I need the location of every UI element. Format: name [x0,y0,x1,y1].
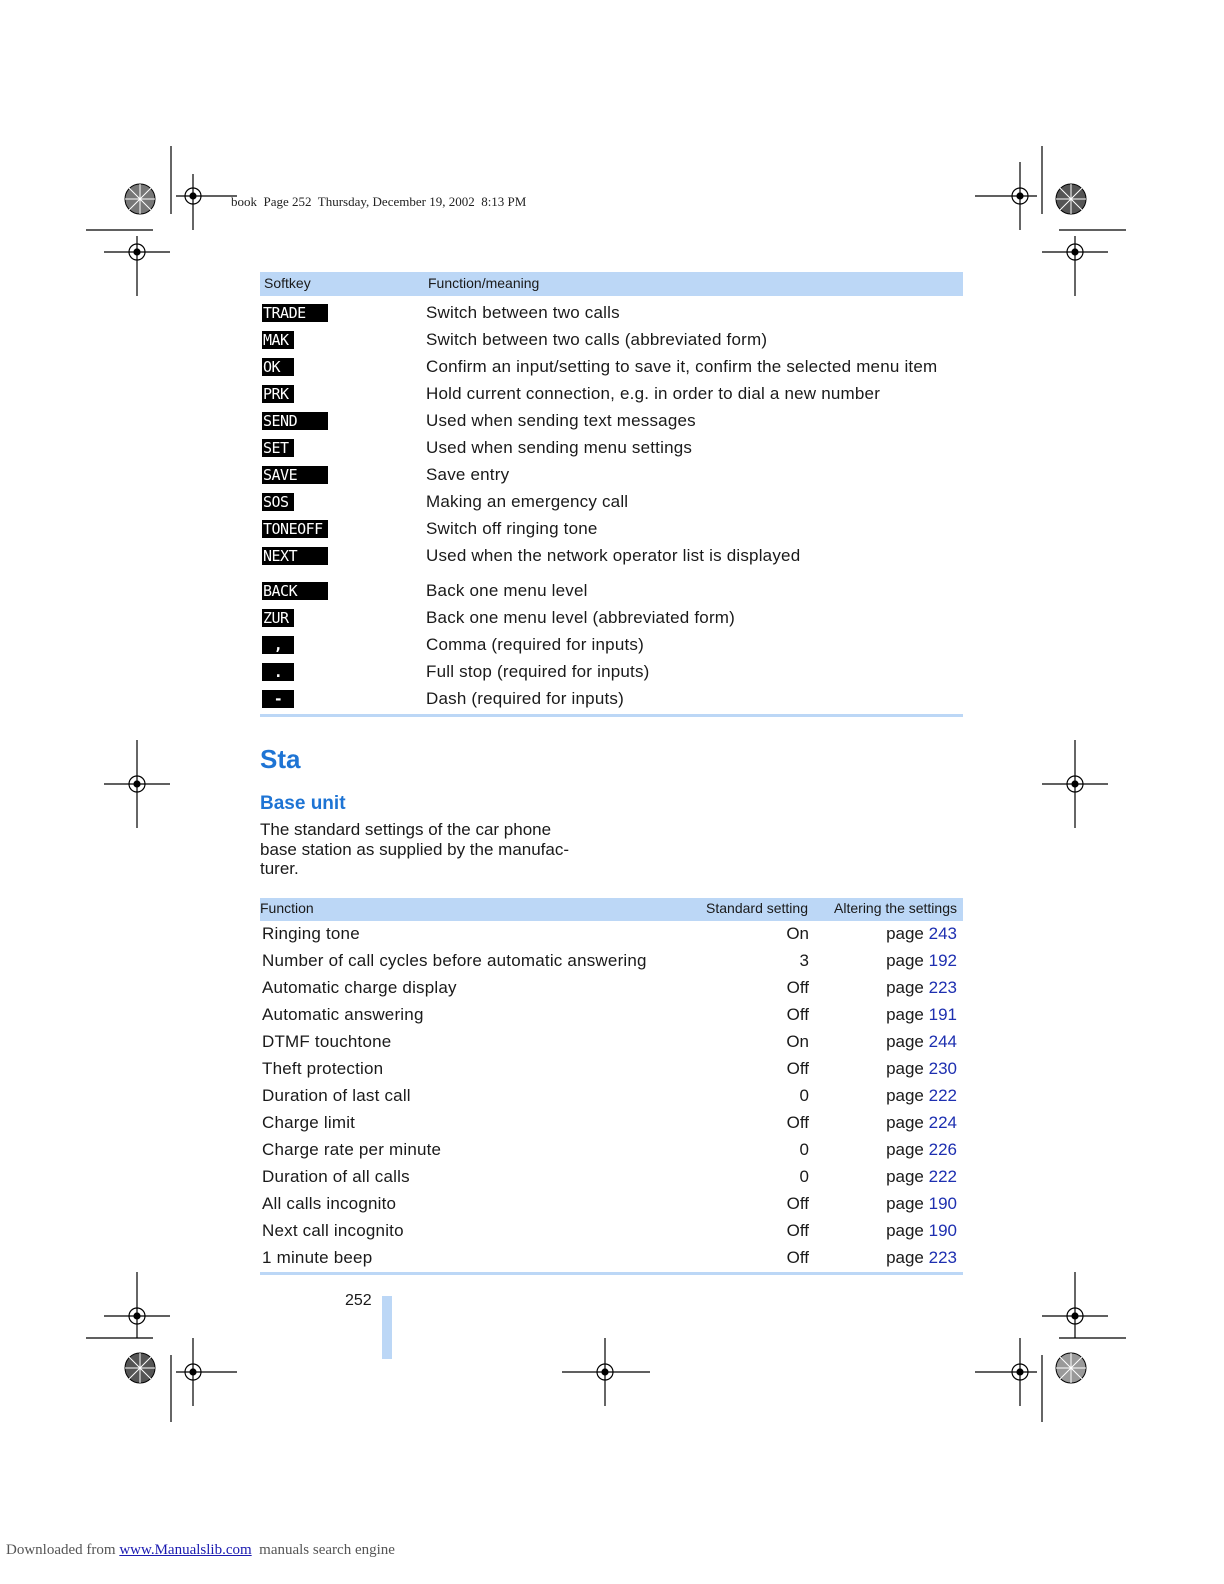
standard-setting-cell: 0 [799,1086,809,1105]
page-link[interactable]: 222 [928,1086,957,1105]
function-cell: 1 minute beep [262,1248,373,1267]
table-row [260,922,963,948]
section-heading: Sta [260,744,301,774]
function-header: Function/meaning [428,275,540,291]
table-divider [260,714,963,717]
softkey-description: Save entry [426,465,510,484]
page-reference[interactable] [886,951,957,971]
page-link[interactable]: 223 [928,1248,957,1267]
softkey-description: Full stop (required for inputs) [426,662,650,681]
function-cell: Ringing tone [262,924,360,943]
softkey-row [260,607,963,631]
softkey-badge: TRADE [262,304,328,322]
softkey-row [260,437,963,461]
softkey-badge: , [262,636,294,654]
table-row [260,1003,963,1029]
page-link[interactable]: 190 [928,1194,957,1213]
function-cell: Next call incognito [262,1221,404,1240]
page-reference[interactable] [886,1140,957,1160]
softkey-row [260,545,963,569]
table-row [260,1111,963,1137]
function-cell: Automatic charge display [262,978,457,997]
softkey-description: Switch between two calls (abbreviated form) [426,330,768,349]
softkey-row [260,356,963,380]
softkey-badge: BACK [262,582,328,600]
page-reference[interactable] [886,1221,957,1241]
function-cell: Duration of all calls [262,1167,410,1186]
page-link[interactable]: 226 [928,1140,957,1159]
page-link[interactable]: 223 [928,978,957,997]
page-link[interactable]: 244 [928,1032,957,1051]
softkey-row [260,410,963,434]
softkey-badge: - [262,690,294,708]
intro-paragraph [260,820,569,879]
softkey-header: Softkey [264,275,311,291]
standard-setting-cell: 0 [799,1140,809,1159]
softkey-description: Switch between two calls [426,303,620,322]
page-word: page [886,1221,924,1240]
subheading: Base unit [260,793,346,814]
page-word: page [886,1248,924,1267]
page-reference[interactable] [886,978,957,998]
softkey-description: Back one menu level (abbreviated form) [426,608,736,627]
standard-setting-cell: On [786,1032,809,1051]
softkey-row [260,302,963,326]
page-word: page [886,1032,924,1051]
page-reference[interactable] [886,1194,957,1214]
page-reference[interactable] [886,1059,957,1079]
standard-setting-cell: 3 [799,951,809,970]
standard-setting-cell: Off [786,1113,809,1132]
standard-setting-cell: Off [786,1059,809,1078]
function-cell: DTMF touchtone [262,1032,392,1051]
softkey-row [260,383,963,407]
softkey-badge: OK [262,358,294,376]
page-reference[interactable] [886,1167,957,1187]
function-column-header: Function [260,900,314,916]
table-row [260,976,963,1002]
function-cell: Charge rate per minute [262,1140,442,1159]
table-row [260,1246,963,1272]
page-word: page [886,978,924,997]
softkey-description: Making an emergency call [426,492,629,511]
softkey-badge: SAVE [262,466,328,484]
page-reference[interactable] [886,1086,957,1106]
standard-setting-cell: Off [786,1005,809,1024]
page-link[interactable]: 243 [928,924,957,943]
page-word: page [886,1005,924,1024]
softkey-row [260,580,963,604]
page-word: page [886,1059,924,1078]
softkey-table-header [260,272,963,296]
download-footer [6,1542,395,1559]
function-cell: Theft protection [262,1059,384,1078]
softkey-description: Hold current connection, e.g. in order to dial a new number [426,384,881,403]
softkey-badge: SET [262,439,294,457]
standard-setting-cell: Off [786,978,809,997]
settings-table-header [260,898,963,921]
manualslib-link[interactable]: www.Manualslib.com [119,1542,252,1558]
page-word: page [886,951,924,970]
page-reference[interactable] [886,1113,957,1133]
page-word: page [886,1167,924,1186]
softkey-row [260,491,963,515]
page-link[interactable]: 192 [928,951,957,970]
standard-column-header: Standard setting [706,900,808,916]
softkey-description: Used when sending menu settings [426,438,693,457]
softkey-description: Dash (required for inputs) [426,689,624,708]
page-link[interactable]: 191 [928,1005,957,1024]
page-link[interactable]: 230 [928,1059,957,1078]
softkey-description: Back one menu level [426,581,588,600]
standard-setting-cell: 0 [799,1167,809,1186]
softkey-row [260,634,963,658]
page-link[interactable]: 224 [928,1113,957,1132]
page-link[interactable]: 190 [928,1221,957,1240]
standard-setting-cell: Off [786,1221,809,1240]
intro-line: base station as supplied by the manufac- [260,839,570,859]
softkey-row [260,688,963,712]
softkey-description: Switch off ringing tone [426,519,598,538]
page-tab-bar [382,1296,392,1359]
page-reference[interactable] [886,1248,957,1268]
standard-setting-cell: On [786,924,809,943]
softkey-row [260,464,963,488]
page-reference[interactable] [886,1032,957,1052]
page-reference[interactable] [886,924,957,944]
function-cell: Duration of last call [262,1086,411,1105]
table-row [260,1165,963,1191]
table-row [260,1030,963,1056]
softkey-badge: NEXT [262,547,328,565]
intro-line: turer. [260,859,299,878]
softkey-row [260,329,963,353]
altering-column-header: Altering the settings [834,900,957,916]
standard-setting-cell: Off [786,1194,809,1213]
page-word: page [886,1086,924,1105]
softkey-badge: . [262,663,294,681]
softkey-description: Confirm an input/setting to save it, confirm the selected menu item [426,357,938,376]
page-word: page [886,1113,924,1132]
softkey-badge: SOS [262,493,294,511]
softkey-row [260,661,963,685]
page-link[interactable]: 222 [928,1167,957,1186]
softkey-description: Comma (required for inputs) [426,635,644,654]
table-row [260,1057,963,1083]
softkey-row [260,518,963,542]
footer-prefix: Downloaded from [6,1542,120,1558]
function-cell: Charge limit [262,1113,356,1132]
table-row [260,1084,963,1110]
softkey-description: Used when the network operator list is displayed [426,546,801,565]
softkey-description: Used when sending text messages [426,411,696,430]
function-cell: All calls incognito [262,1194,397,1213]
page-word: page [886,924,924,943]
page-number: 252 [345,1292,372,1309]
page-word: page [886,1194,924,1213]
softkey-badge: SEND [262,412,328,430]
footer-suffix: manuals search engine [251,1542,395,1558]
page-reference[interactable] [886,1005,957,1025]
table-row [260,1138,963,1164]
intro-line: The standard settings of the car phone [260,820,552,839]
page-word: page [886,1140,924,1159]
table-row [260,1192,963,1218]
standard-setting-cell: Off [786,1248,809,1267]
table-row [260,949,963,975]
softkey-badge: ZUR [262,609,294,627]
table-divider [260,1272,963,1275]
function-cell: Number of call cycles before automatic answering [262,951,647,970]
softkey-badge: MAK [262,331,294,349]
table-row [260,1219,963,1245]
function-cell: Automatic answering [262,1005,424,1024]
softkey-badge: TONEOFF [262,520,328,538]
print-slug: book Page 252 Thursday, December 19, 2002 8:13 PM [231,194,527,209]
softkey-badge: PRK [262,385,294,403]
